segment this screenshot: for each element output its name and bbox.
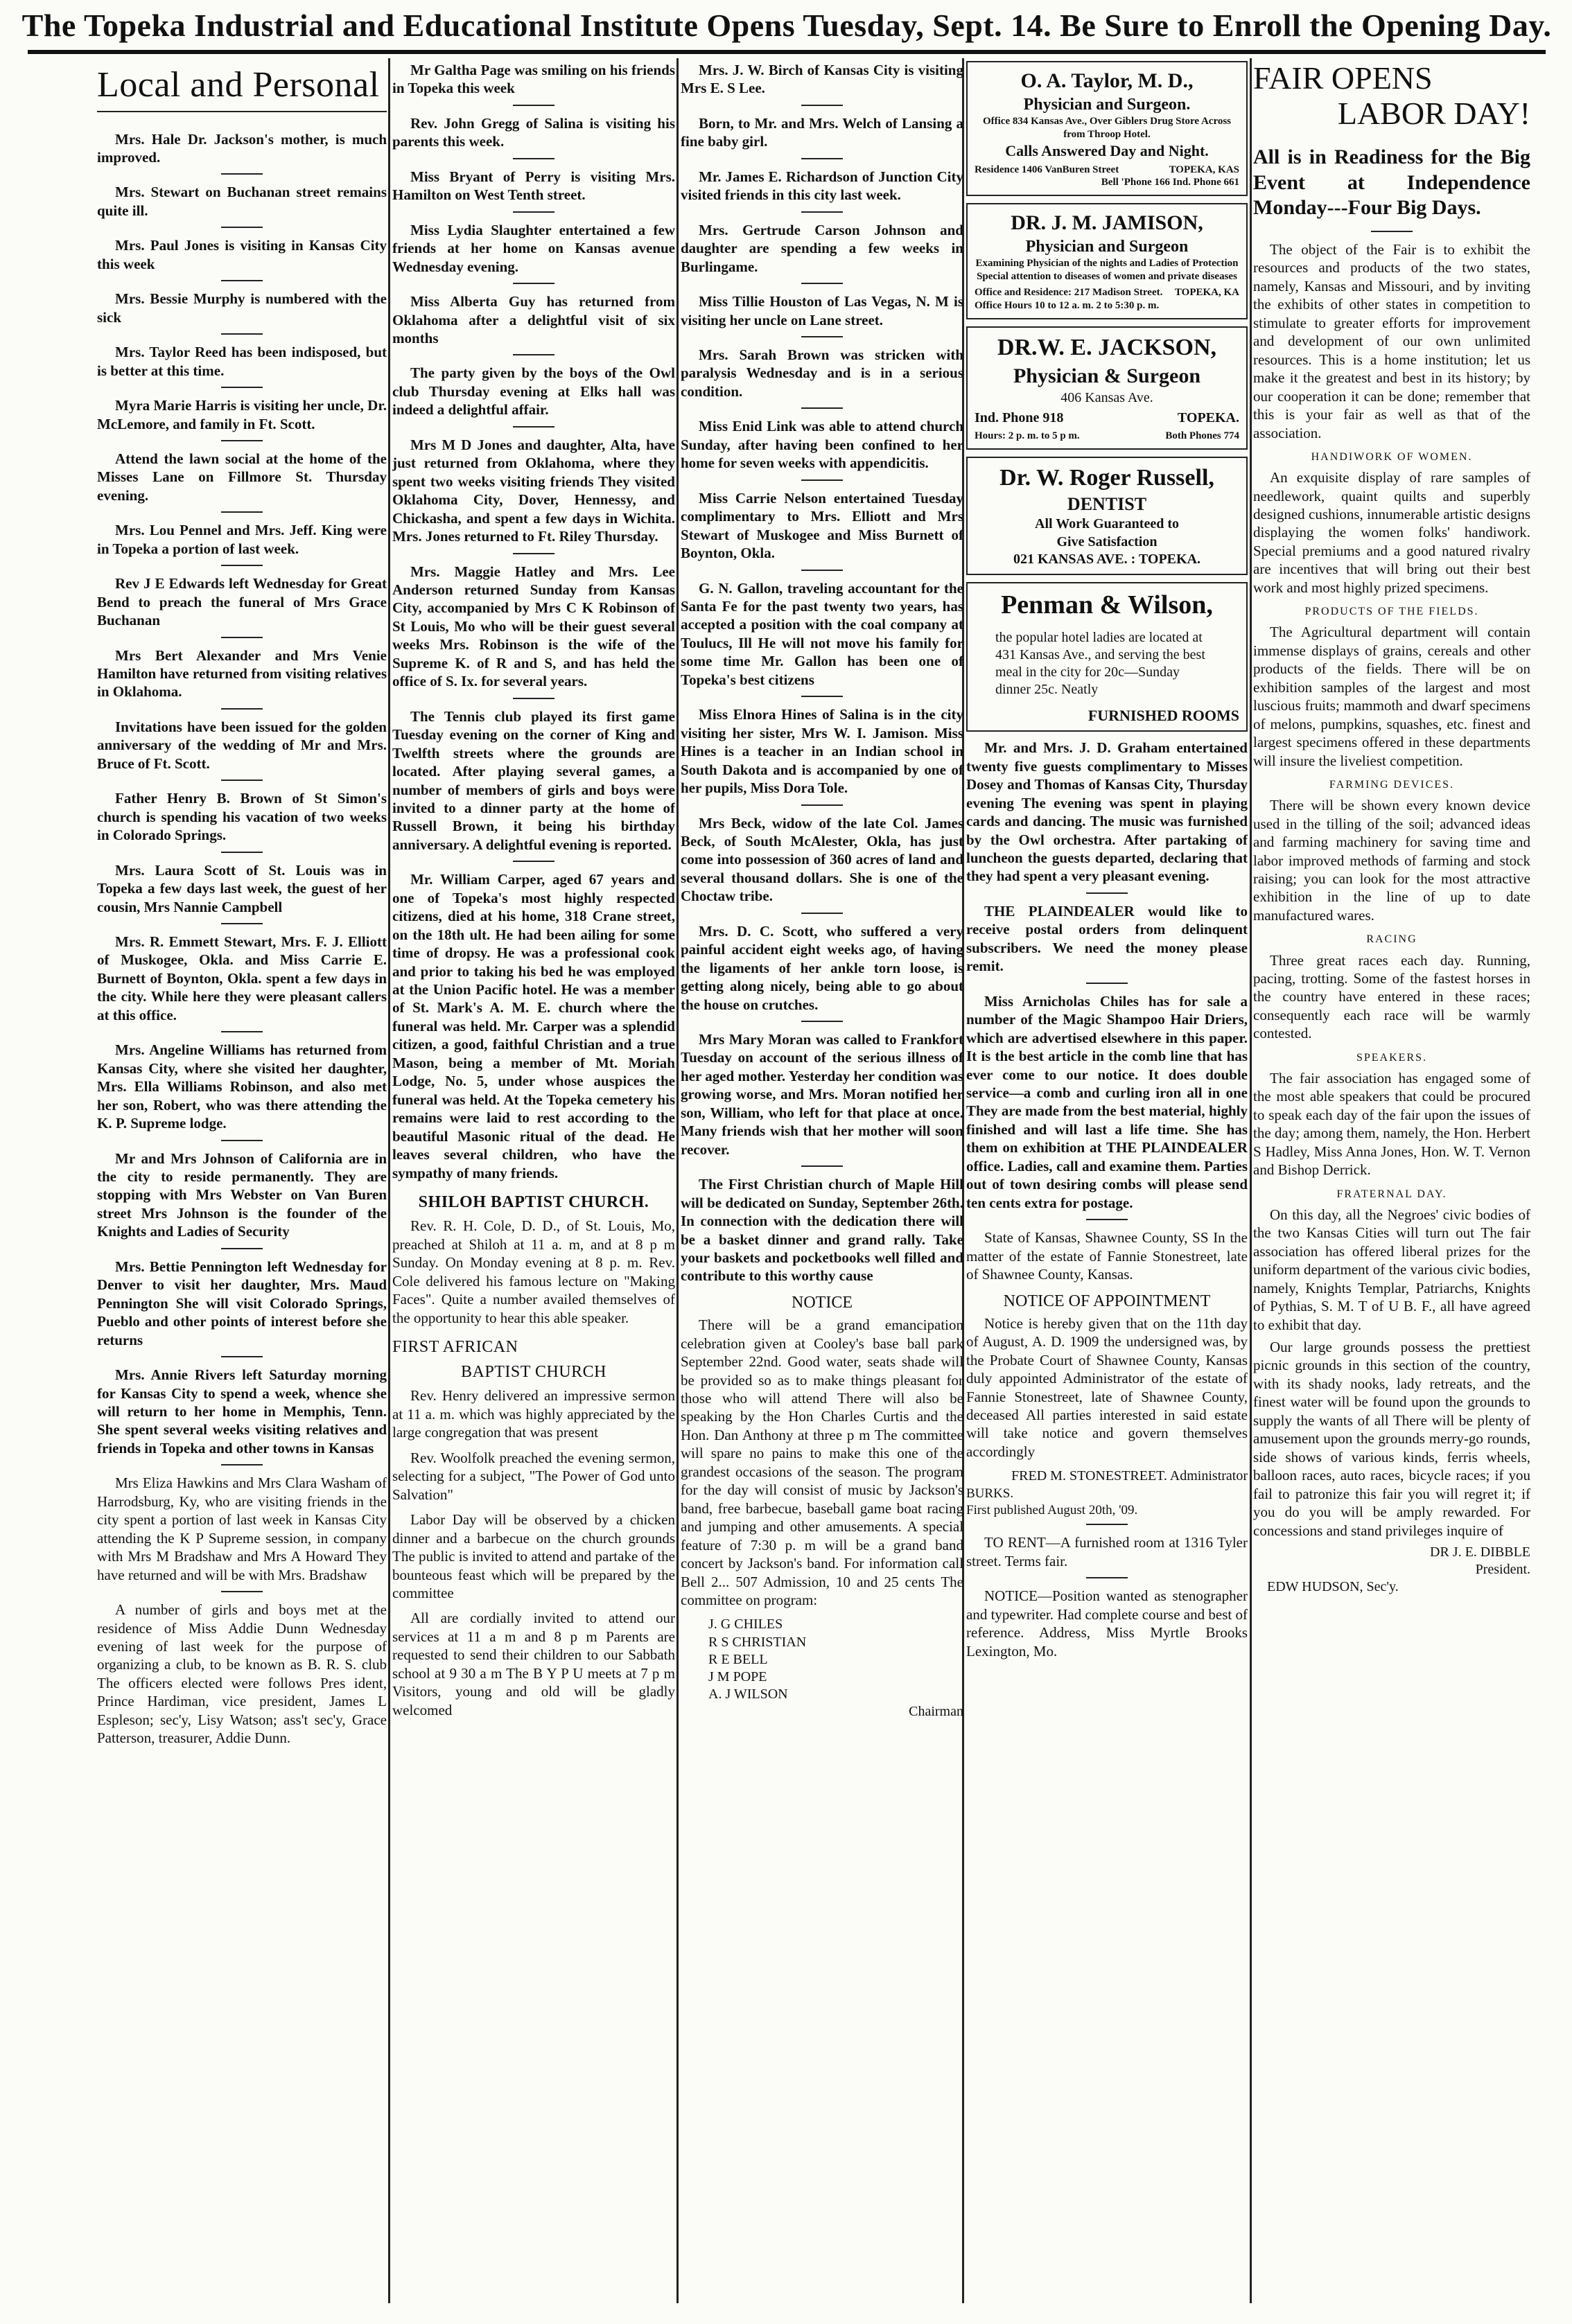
news-item: Miss Arnicholas Chiles has for sale a number of the Magic Shampoo Hair Driers, which are advertised elsewhere in this paper. It is the best article in the comb line that has ever come to our notice. It does double service—a comb and curling iron all in one They are made from the best material, highly finished and will last a life time. She has them on exhibition at THE PLAINDEALER office. Ladies, call and examine them. Parties out of town desiring combs will please send ten cents extra for postage. [966, 992, 1248, 1211]
news-item: THE PLAINDEALER would like to receive postal orders from delinquent subscribers. We need the money please remit. [966, 902, 1248, 975]
legal-burks: BURKS. [966, 1486, 1014, 1501]
news-item: Mrs Bert Alexander and Mrs Venie Hamilton have returned from visiting relatives in Oklahoma. [97, 646, 387, 701]
news-item: Mr. James E. Richardson of Junction City visited friends in this city last week. [681, 168, 963, 204]
news-item: G. N. Gallon, traveling accountant for the Santa Fe for the past twenty two years, has accepted a position with the coal company at Toulucs, Ill He will not move his family for some time Mr. Gallon has been one of Topeka's best citizens [681, 579, 963, 688]
ad-calls: Calls Answered Day and Night. [1005, 141, 1209, 159]
news-item: Rev J E Edwards left Wednesday for Great Bend to preach the funeral of Mrs Grace Buchanan [97, 575, 387, 629]
news-item: Mrs. Sarah Brown was stricken with paralysis Wednesday and is in a serious condition. [681, 346, 963, 400]
ad-line: Examining Physician of the nights and Ladies of Protection [975, 258, 1239, 270]
news-item: Miss Tillie Houston of Las Vegas, N. M is visiting her uncle on Lane street. [681, 293, 963, 328]
ad-title: Physician and Surgeon [1025, 238, 1189, 256]
shiloh-title: SHILOH BAPTIST CHURCH. [418, 1193, 649, 1212]
fair-signature-role: President. [1475, 1562, 1530, 1578]
legal-title: NOTICE OF APPOINTMENT [1003, 1292, 1211, 1310]
news-item: Attend the lawn social at the home of the Misses Lane on Fillmore St. Thursday evening. [97, 450, 387, 504]
legal-notice: Notice is hereby given that on the 11th day of August, A. D. 1909 the undersigned was, by the Probate Court of Shawnee County, Kansas duly appointed Administrator of the estate of Fannie Stonestreet, late of Shawnee County, deceased All parties interested in said estate will take notice and govern themselves accordingly [966, 1314, 1248, 1460]
ad-residence: Residence 1406 VanBuren Street [975, 164, 1119, 175]
news-item: Mrs M D Jones and daughter, Alta, have just returned from Oklahoma, where they spent two weeks visiting friends They visited Oklahoma City, Dover, Hennessy, and Chickasha, and spent a few days in Wichita. Mrs. Jones returned to Ft. Riley Thursday. [392, 436, 675, 545]
fair-section-heading: SPEAKERS. [1356, 1051, 1428, 1064]
notice-title: NOTICE [792, 1293, 853, 1312]
news-item: A number of girls and boys met at the residence of Miss Addie Dunn Wednesday evening of last week for the purpose of organizing a club, to be known as B. R. S. club The officers elected were follows Pres ident, Prince Hardiman, vice president, James L Espleson; sec'y, Lisy Watson; ass't sec'y, Grace Patterson, treasurer, Addie Dunn. [97, 1601, 387, 1747]
fair-section-heading: RACING [1366, 933, 1417, 946]
news-item: Mrs. Annie Rivers left Saturday morning for Kansas City to spend a week, whence she will return to her home in Memphis, Tenn. She spent several weeks visiting relatives and friends in Topeka and other towns in Kansas [97, 1366, 387, 1456]
news-item: Mrs Mary Moran was called to Frankfort Tuesday on account of the serious illness of her aged mother. Yesterday her condition was growing worse, and Mrs. Moran notified her son, William, who left for that place at once. Many friends wish that her mother will soon recover. [681, 1031, 963, 1158]
news-item: Miss Lydia Slaughter entertained a few friends at her home on Kansas avenue Wednesday evening. [392, 221, 675, 275]
news-item: Mrs. Bettie Pennington left Wednesday for Denver to visit her daughter, Mrs. Maud Pennington She will visit Colorado Springs, Pueblo and other points of interest before she returns [97, 1258, 387, 1348]
fair-paragraph: Three great races each day. Running, pacing, trotting. Some of the fastest horses in the country have entered in these races; consequently each race will be warmly contested. [1253, 951, 1530, 1042]
ad-address: Office and Residence: 217 Madison Street. [975, 287, 1163, 299]
ad-city: TOPEKA, KAS [1169, 164, 1239, 175]
column-two [392, 61, 675, 2306]
committee-member: R E BELL [708, 1651, 768, 1667]
news-item: The First Christian church of Maple Hill will be dedicated on Sunday, September 26th. In connection with the dedication there will be a basket dinner and grand rally. Take your baskets and pocketbooks well filled and contribute to this worthy cause [681, 1176, 963, 1285]
news-item: The Tennis club played its first game Tuesday evening on the corner of King and Twelfth streets where the grounds are located. After playing several games, a number of members of girls and boys were invited to a dinner party at the home of Russell Brown, it being his birthday anniversary. A delightful evening is reported. [392, 707, 675, 853]
committee-member: R S CHRISTIAN [708, 1634, 807, 1650]
news-item: Mrs. Maggie Hatley and Mrs. Lee Anderson returned Sunday from Kansas City, accompanied by Mrs C K Robinson of St Louis, Mo who will be their guest several weeks Mrs. Robinson is the wife of the Supreme K. of R and S, and has held the office of S. Ix. for several years. [392, 563, 675, 690]
african-title-2: BAPTIST CHURCH [461, 1363, 606, 1382]
committee-member: A. J WILSON [708, 1687, 788, 1702]
ad-phones: Bell 'Phone 166 Ind. Phone 661 [1101, 177, 1239, 188]
ad-hours: Hours: 2 p. m. to 5 p m. [975, 430, 1080, 441]
column-fair [1253, 61, 1530, 2306]
news-item: Mrs Beck, widow of the late Col. James Beck, of South McAlester, Okla, has just come into possession of 360 acres of land and several thousand dollars. She is one of the Choctaw tribe. [681, 814, 963, 905]
ad-name: DR.W. E. JACKSON, [997, 334, 1217, 360]
section-heading: Local and Personal [97, 62, 387, 112]
column-local-personal [97, 61, 387, 2306]
ad-office: Office 834 Kansas Ave., Over Giblers Drug Store Across from Throop Hotel. [982, 116, 1232, 140]
news-item: Myra Marie Harris is visiting her uncle, Dr. McLemore, and family in Ft. Scott. [97, 397, 387, 432]
ad-name: Dr. W. Roger Russell, [999, 464, 1214, 491]
notice-text: There will be a grand emancipation celebration given at Cooley's base ball park September 22nd. Good water, seats shade will be provided so as to make things pleasant for those who will attend There will also be speaking by the Hon Charles Curtis and the Hon. Dan Anthony at three p m The committee will spare no pains to make this one of the grandest occasions of the season. The program for the day will consist of music by Jackson's band, free barbecue, baseball game boat racing and jumping and other amusements. A special feature of 7:30 p. m will be a grand band concert by Jackson's band. For information call Bell 2... 507 Admission, 10 and 25 cents The committee on program: [681, 1317, 963, 1608]
news-item: Mrs. D. C. Scott, who suffered a very painful accident eight weeks ago, of having the ligaments of her ankle torn loose, is getting along nicely, being able to go about the house on crutches. [681, 922, 963, 1013]
ad-phone: Ind. Phone 918 [975, 410, 1064, 425]
ad-hours: Office Hours 10 to 12 a. m. 2 to 5:30 p. m. [975, 300, 1160, 312]
african-paragraph: All are cordially invited to attend our services at 11 a m and 8 p m Parents are requested to send their children to our Sabbath school at 9 30 a m The B Y P U meets at 7 p m Visitors, young and old will be gladly welcomed [392, 1610, 675, 1718]
fair-section-heading: FARMING DEVICES. [1329, 779, 1455, 791]
news-item: Mrs Eliza Hawkins and Mrs Clara Washam of Harrodsburg, Ky, who are visiting friends in the city spent a portion of last week in Kansas City attending the K P Supreme session, in company with Mrs M Bradshaw and Mrs A Howard They have returned and will be with Mrs. Bradshaw [97, 1474, 387, 1583]
shiloh-text: Rev. R. H. Cole, D. D., of St. Louis, Mo, preached at Shiloh at 11 a. m, and at 8 p m Sunday. On Monday evening at 8 p. m. Rev. Cole delivered his famous lecture on "Making Faces". Quite a number availed themselves of the opportunity to hear this able speaker. [392, 1217, 675, 1326]
fair-signature: DR J. E. DIBBLE [1430, 1544, 1530, 1560]
legal-published: First published August 20th, '09. [966, 1502, 1138, 1517]
ad-phones: Both Phones 774 [1165, 430, 1239, 441]
news-item: Mrs. Angeline Williams has returned from Kansas City, where she visited her daughter, Mrs. Ella Williams Robinson, and also met her son, Robert, who was there attending the K. P. Supreme lodge. [97, 1041, 387, 1132]
column-rule [388, 58, 390, 2303]
african-paragraph: Rev. Henry delivered an impressive sermon at 11 a. m. which was highly appreciated by the large congregation that was present [392, 1387, 675, 1441]
ad-taylor [966, 61, 1248, 196]
news-item: Mrs. Gertrude Carson Johnson and daughter are spending a few weeks in Burlingame. [681, 221, 963, 275]
committee-member: J M POPE [708, 1669, 767, 1684]
african-paragraph: Rev. Woolfolk preached the evening sermon, selecting for a subject, "The Power of God unto Salvation" [392, 1449, 675, 1503]
news-item: Miss Elnora Hines of Salina is in the city visiting her sister, Mrs W. I. Jamison. Miss Hines is a teacher in an Indian school in South Dakota and is accompanied by one of her pupils, Miss Dora Tole. [681, 706, 963, 797]
column-rule [1250, 58, 1252, 2303]
news-item: Mrs. Hale Dr. Jackson's mother, is much improved. [97, 130, 387, 166]
ad-jackson [966, 326, 1248, 450]
news-item: Mrs. Stewart on Buchanan street remains quite ill. [97, 184, 387, 219]
fair-paragraph: On this day, all the Negroes' civic bodies of the two Kansas Cities will turn out The fair association has offered liberal prizes for the uniform department of the various civic bodies, namely, Knights Templar, Patriarchs, Knights of Pythias, S. M. T of U B. F., all have agreed to exhibit that day. [1253, 1206, 1530, 1333]
ad-line: Give Satisfaction [1056, 534, 1158, 549]
news-item: Mrs. Bessie Murphy is numbered with the sick [97, 290, 387, 326]
column-three [681, 61, 963, 2306]
news-item: Miss Alberta Guy has returned from Oklahoma after a delightful visit of six months [392, 293, 675, 346]
news-item: Mrs. R. Emmett Stewart, Mrs. F. J. Elliott of Muskogee, Okla. and Miss Carrie E. Burnett of Boynton, Okla. spent a few days in the city. While here they were pleasant callers at this office. [97, 933, 387, 1023]
fair-headline-line1: FAIR OPENS [1253, 61, 1433, 96]
legal-notice: State of Kansas, Shawnee County, SS In the matter of the estate of Fannie Stonestreet, late of Shawnee County, Kansas. [966, 1229, 1248, 1283]
african-title-1: FIRST AFRICAN [392, 1337, 518, 1356]
ad-name: O. A. Taylor, M. D., [1020, 69, 1194, 92]
news-item: Mrs. Taylor Reed has been indisposed, but is better at this time. [97, 344, 387, 379]
news-item: Mr and Mrs Johnson of California are in the city to reside permanently. They are stopping with Mrs Webster on Van Buren street Mrs Johnson is the founder of the Knights and Ladies of Security [97, 1150, 387, 1240]
news-item: Miss Bryant of Perry is visiting Mrs. Hamilton on West Tenth street. [392, 168, 675, 204]
committee-list [708, 1616, 963, 1703]
ad-russell [966, 457, 1248, 575]
news-item: Mr Galtha Page was smiling on his friends in Topeka this week [392, 62, 675, 97]
fair-section-heading: FRATERNAL DAY. [1336, 1188, 1447, 1200]
news-item: Born, to Mr. and Mrs. Welch of Lansing a fine baby girl. [681, 114, 963, 150]
fair-paragraph: The Agricultural department will contain immense displays of grains, cereals and other products of the fields. There will be on exhibition samples of the largest and most luscious fruits; mammoth and dwarf specimens of melons, pumpkins, squashes, etc. finest and largest specimens offered in these departments will insure the liveliest competition. [1253, 624, 1530, 769]
news-item: Rev. John Gregg of Salina is visiting his parents this week. [392, 114, 675, 150]
news-item: Mrs. J. W. Birch of Kansas City is visiting Mrs E. S Lee. [681, 62, 963, 97]
news-item: Father Henry B. Brown of St Simon's church is spending his vacation of two weeks in Colorado Springs. [97, 790, 387, 844]
fair-paragraph: There will be shown every known device used in the tilling of the soil; advanced ideas and farming machinery for saving time and labor improved methods of farming and stock raising; you can look for the most attractive exhibition in the line of up to date manufactured wares. [1253, 797, 1530, 924]
fair-subhead: All is in Readiness for the Big Event at Independence Monday---Four Big Days. [1253, 146, 1530, 220]
ad-address: 021 KANSAS AVE. : TOPEKA. [1013, 551, 1201, 567]
ad-title: DENTIST [1067, 493, 1147, 514]
ad-name: Penman & Wilson, [1001, 590, 1213, 619]
news-item: The party given by the boys of the Owl club Thursday evening at Elks hall was indeed a delightful affair. [392, 364, 675, 419]
ad-city: TOPEKA, KA [1174, 287, 1239, 299]
news-item: Mr. and Mrs. J. D. Graham entertained twenty five guests complimentary to Misses Dosey and Thomas of Kansas City, Thursday evening The evening was spent in playing cards and dancing. The music was furnished by the Owl orchestra. After partaking of luncheon the guests departed, declaring that they had spent a very pleasant evening. [966, 739, 1248, 885]
ad-city: TOPEKA. [1177, 410, 1239, 425]
ad-name: DR. J. M. JAMISON, [1011, 211, 1203, 235]
ad-jamison [966, 203, 1248, 319]
fair-paragraph: An exquisite display of rare samples of needlework, quaint quilts and superbly designed cushions, innumerable artistic designs displaying the women folks' handiwork. Special premiums and a good natured rivalry are incentives that will bring out their best work and most highly prized specimens. [1253, 469, 1530, 596]
fair-paragraph: The fair association has engaged some of the most able speakers that could be procured to speak each day of the fair upon the issues of the day; among them, namely, the Hon. Herbert S Hadley, Miss Anna Jones, Hon. W. T. Vernon and Bishop Derrick. [1253, 1069, 1530, 1179]
fair-paragraph: Our large grounds possess the prettiest picnic grounds in this section of the country, with its shady nooks, lady retreats, and the finest water will be found upon the grounds to supply the wants of all There will be plenty of amusement upon the grounds merry-go rounds, side shows of various kinds, ferris wheels, balloon races, auto races, bicycle races; if you fail to patronize this fair you will regret it; if you do you will be amply rewarded. For concessions and stand privileges inquire of [1253, 1339, 1530, 1539]
news-item: Mrs. Laura Scott of St. Louis was in Topeka a few days last week, the guest of her cousin, Mrs Nannie Campbell [97, 861, 387, 915]
page-banner: The Topeka Industrial and Educational Institute Opens Tuesday, Sept. 14. Be Sure to Enroll the Opening Day. [28, 0, 1546, 54]
ad-title: Physician and Surgeon. [1023, 95, 1191, 114]
ad-line: All Work Guaranteed to [1035, 516, 1179, 532]
ad-address: 406 Kansas Ave. [1060, 389, 1153, 405]
to-rent: TO RENT—A furnished room at 1316 Tyler street. Terms fair. [966, 1534, 1248, 1569]
fair-section-heading: HANDIWORK OF WOMEN. [1311, 450, 1473, 463]
news-item: Invitations have been issued for the golden anniversary of the wedding of Mr and Mrs. Bruce of Ft. Scott. [97, 718, 387, 772]
news-item: Miss Carrie Nelson entertained Tuesday complimentary to Mrs. Elliott and Mrs Stewart of Muskogee and Miss Burnett of Boynton, Okla. [681, 489, 963, 562]
ad-text: the popular hotel ladies are located at 431 Kansas Ave., and serving the best meal in the city for 20c—Sunday dinner 25c. Neatly [995, 629, 1205, 698]
news-item: Mrs. Lou Pennel and Mrs. Jeff. King were in Topeka a portion of last week. [97, 522, 387, 557]
committee-role: Chairman [909, 1704, 963, 1720]
african-paragraph: Labor Day will be observed by a chicken dinner and a barbecue on the church grounds The public is invited to attend and partake of the bounteous feast which will be prepared by the committee [392, 1511, 675, 1601]
news-item: Mr. William Carper, aged 67 years and one of Topeka's most highly respected citizens, died at his home, 318 Crane street, on the 18th ult. He had been ailing for some time of dropsy. He was a professional cook and prior to taking his bed he was employed at the Union Pacific hotel. He was a member of St. Mark's A. M. E. church where the funeral was held. Mr. Carper was a splendid citizen, a good, faithful Christian and a true Mason, being a member of Mt. Moriah Lodge, No. 5, under whose auspices the funeral was held. At the Topeka cemetery his remains were laid to rest according to the beautiful Masonic ritual of the dead. He leaves several children, who have the sympathy of many friends. [392, 871, 675, 1181]
ad-rooms: FURNISHED ROOMS [1088, 706, 1239, 724]
position-wanted: NOTICE—Position wanted as stenographer and typewriter. Had complete course and best of reference. Address, Miss Myrtle Brooks Lexington, Mo. [966, 1587, 1248, 1660]
news-item: Miss Enid Link was able to attend church Sunday, after having been confined to her home for seven weeks with appendicitis. [681, 418, 963, 472]
column-rule [676, 58, 679, 2303]
legal-signature: FRED M. STONESTREET. Administrator [1011, 1468, 1248, 1484]
fair-section-heading: PRODUCTS OF THE FIELDS. [1304, 606, 1479, 618]
fair-headline-line2: LABOR DAY! [1337, 95, 1530, 131]
fair-headline [1253, 61, 1530, 131]
news-item: Mrs. Paul Jones is visiting in Kansas City this week [97, 237, 387, 272]
fair-intro: The object of the Fair is to exhibit the resources and products of the two states, namely, Kansas and Missouri, and by inviting the exhibits of other states in competition to stimulate to greater efforts for improvement and development of our own unlimited resources. This is a home institution; let us make it the greatest and best in its history; by our cooperation it can be done; remember that this is your fair as well as that of the association. [1253, 240, 1530, 441]
ad-penman-wilson [966, 582, 1248, 732]
committee-member: J. G CHILES [708, 1617, 783, 1632]
column-four [966, 61, 1248, 2306]
ad-line: Special attention to diseases of women and private diseases [977, 271, 1237, 283]
fair-secretary: EDW HUDSON, Sec'y. [1267, 1579, 1399, 1595]
ad-title: Physician & Surgeon [1013, 364, 1201, 387]
